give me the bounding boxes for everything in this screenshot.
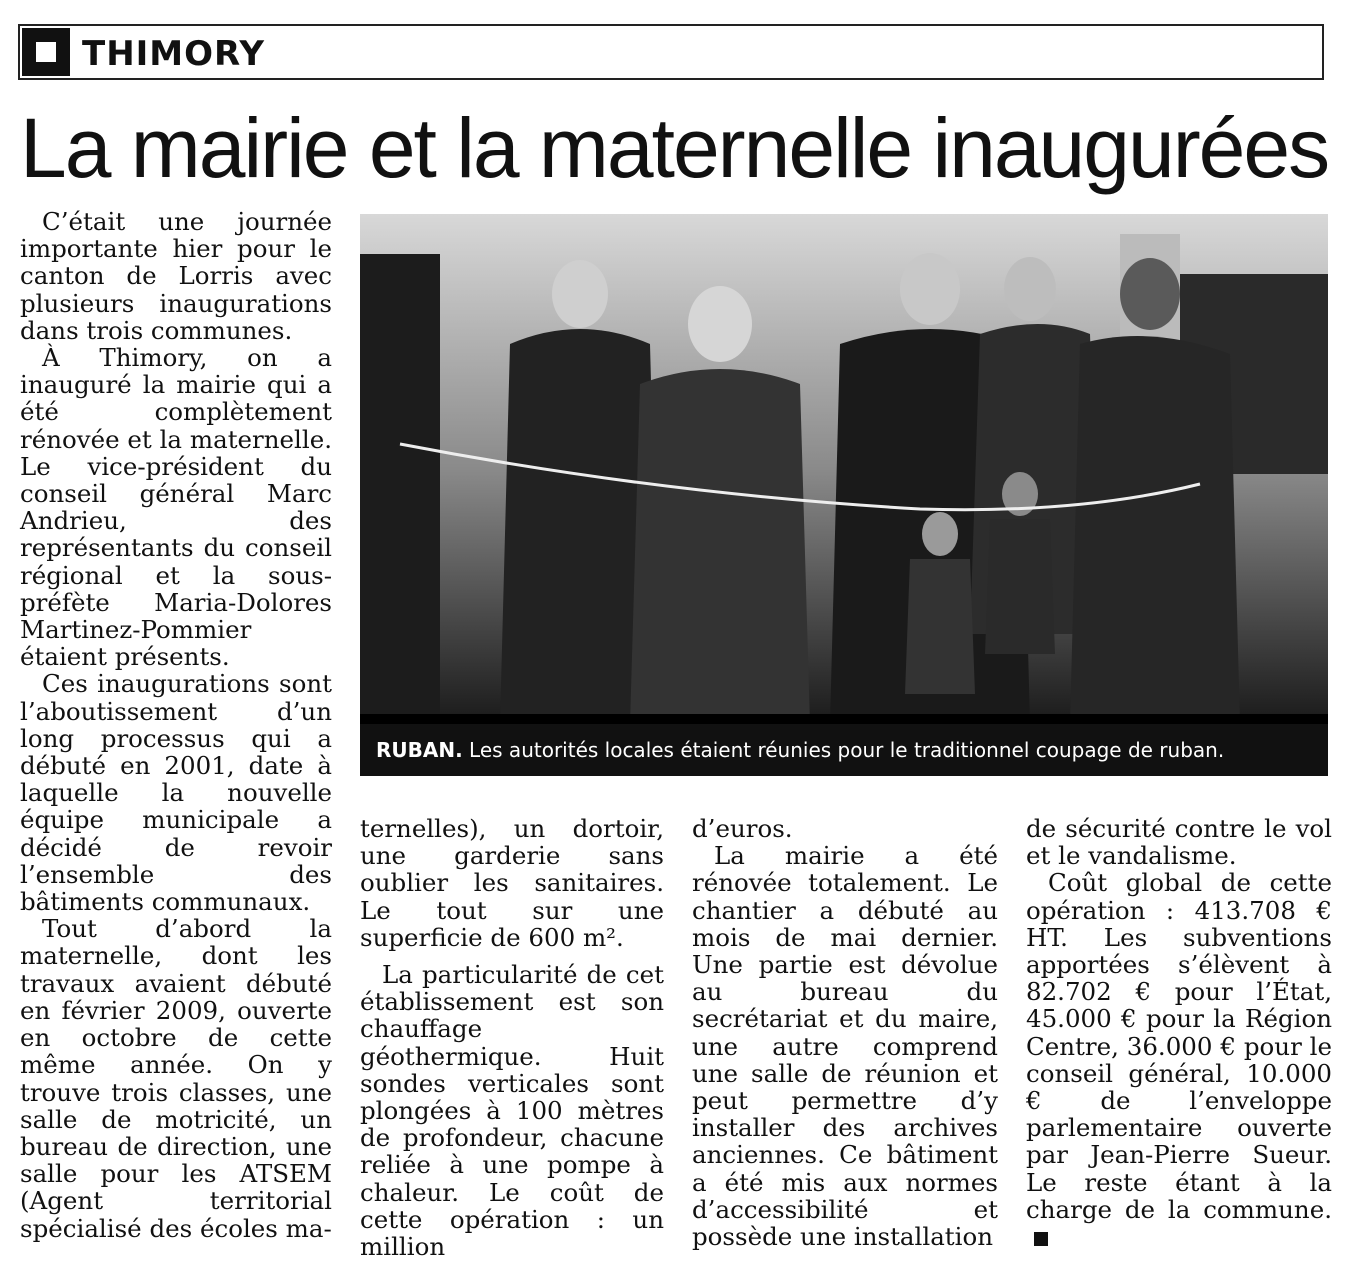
paragraph: C’était une journée importante hier pour le canton de Lorris avec plusieurs inaugurations dans trois communes. [20, 207, 332, 345]
headline: La mairie et la maternelle inaugurées [20, 101, 1329, 195]
square-bullet-icon [22, 28, 70, 76]
caption-lead: RUBAN. [376, 738, 463, 762]
article-column-2 [360, 815, 664, 1260]
section-rubric [18, 24, 1324, 80]
photo-caption [360, 724, 1328, 776]
paragraph: La particularité de cet établissement est son chauffage géothermique. Huit sondes verticales sont plongées à 100 mètres de profondeur, chacune reliée à une pompe à chaleur. Le coût de cette opération : un million [360, 960, 664, 1261]
paragraph-text: Coût global de cette opération : 413.708 € HT. Les subventions apportées s’élèvent à 82.702 € pour l’État, 45.000 € pour la Région Centre, 36.000 € pour le conseil général, 10.000 € de l’enveloppe parlementaire ouverte par Jean-Pierre Sueur. Le reste étant à la charge de la commune. [1026, 868, 1332, 1224]
news-photo [360, 214, 1328, 776]
article-column-1 [20, 208, 332, 1242]
ribbon-cutting-photo-image [360, 214, 1328, 776]
caption-text: Les autorités locales étaient réunies pour le traditionnel coupage de ruban. [462, 738, 1225, 762]
end-of-article-square-icon [1034, 1232, 1048, 1246]
paragraph: d’euros. [692, 814, 793, 843]
paragraph: À Thimory, on a inauguré la mairie qui a été complètement rénovée et la maternelle. Le vice-président du conseil général Marc Andrieu, des représentants du conseil régional et la sous-préfète Maria-Dolores Martinez-Pommier étaient présents. [20, 343, 332, 672]
paragraph: ternelles), un dortoir, une garderie sans oublier les sanitaires. Le tout sur une superficie de 600 m². [360, 814, 664, 952]
paragraph: La mairie a été rénovée totalement. Le chantier a débuté au mois de mai dernier. Une partie est dévolue au bureau du secrétariat et du maire, une autre comprend une salle de réunion et peut permettre d’y installer des archives anciennes. Ce bâtiment a été mis aux normes d’accessibilité et possède une installation [692, 841, 998, 1252]
paragraph [1026, 869, 1332, 1250]
section-label: THIMORY [82, 34, 265, 74]
paragraph: de sécurité contre le vol et le vandalisme. [1026, 814, 1332, 871]
article-column-4 [1026, 815, 1332, 1250]
paragraph: Ces inaugurations sont l’aboutissement d’un long processus qui a débuté en 2001, date à laquelle la nouvelle équipe municipale a décidé de revoir l’ensemble des bâtiments communaux. [20, 669, 332, 917]
article-column-3 [692, 815, 998, 1250]
paragraph: Tout d’abord la maternelle, dont les travaux avaient débuté en février 2009, ouverte en octobre de cette même année. On y trouve trois classes, une salle de motricité, un bureau de direction, une salle pour les ATSEM (Agent territorial spécialisé des écoles ma- [20, 914, 332, 1243]
